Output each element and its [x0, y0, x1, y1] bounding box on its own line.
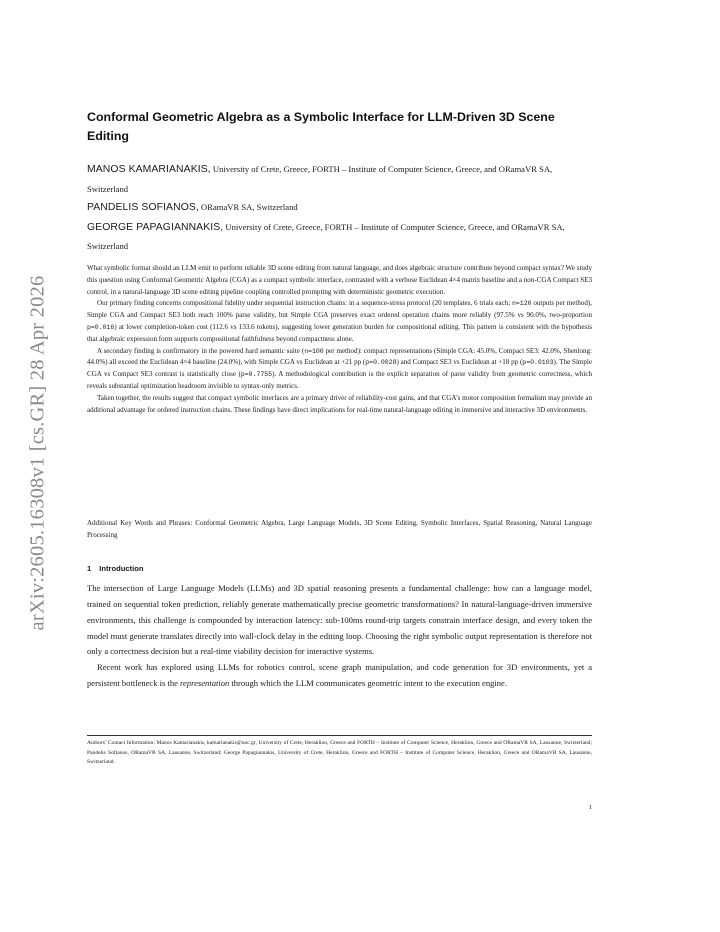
author-affiliation: University of Crete, Greece, FORTH – Institute of Computer Science, Greece, and ORamaVR SA, Switzerland: [87, 164, 553, 194]
text-run: Recent work has explored using LLMs for robotics control, scene graph manipulation, and code generation for 3D environments, yet a persistent bottleneck is the: [87, 662, 592, 689]
inline-code: p=0.016: [87, 323, 115, 331]
author-entry: [87, 218, 592, 256]
page-number: 1: [588, 804, 592, 811]
text-run: ). A methodological contribution is the explicit separation of parse validity from geometric correctness, which reveals substantial optimization headroom invisible to syntax-only metrics.: [87, 370, 592, 390]
text-run: ) at lower completion-token cost (112.6 vs 133.6 tokens), suggesting lower generation burden for compositional editing. This pattern is consistent with the hypothesis that algebraic expression form supports compositional faithfulness beyond compactness alone.: [87, 322, 592, 343]
author-entry: [87, 160, 592, 198]
inline-code: p=0.7755: [240, 371, 273, 379]
author-affiliation: ORamaVR SA, Switzerland: [198, 202, 298, 213]
paper-title: Conformal Geometric Algebra as a Symbolic Interface for LLM-Driven 3D Scene Editing: [87, 110, 555, 143]
abstract-paragraph: Taken together, the results suggest that compact symbolic interfaces are a primary driver of reliability-cost gains, and that CGA’s motor composition formalism may provide an additional advantage for ordered instruction chains. These findings have direct implications for real-time natural-language editing in immersive and interactive 3D environments.: [87, 393, 592, 414]
abstract-paragraph: What symbolic format should an LLM emit to perform reliable 3D scene editing from natural language, and does algebraic structure contribute beyond compact syntax? We study this question using Conformal Geometric Algebra (CGA) as a compact symbolic interface, contrasted with a verbose Euclidean 4×4 matrix baseline and a non-CGA Compact SE3 control, in a natural-language 3D scene editing pipeline coupling controlled prompting with deterministic geometric execution.: [87, 264, 592, 296]
author-name: MANOS KAMARIANAKIS,: [87, 164, 211, 175]
author-name: GEORGE PAPAGIANNAKIS,: [87, 221, 224, 233]
text-run: A secondary finding is confirmatory in the powered hard semantic suite (: [97, 346, 305, 355]
inline-code: n=120: [512, 300, 532, 308]
text-run: per method): compact representations (Simple CGA: 45.0%, Compact SE3: 42.0%, Shenlong: 44.0%) all exceed the Euclidean 4×4 baseline (24.0%), with Simple CGA vs Euclidean at +21 pp (: [87, 346, 592, 367]
inline-code: n=100: [304, 347, 324, 355]
inline-code: p=0.0028: [365, 359, 397, 367]
author-affiliation: University of Crete, Greece, FORTH – Institute of Computer Science, Greece, and ORamaVR SA, Switzerland: [87, 221, 565, 252]
emphasis: representation: [180, 678, 230, 689]
inline-code: p=0.0103: [522, 359, 554, 367]
section-number: 1: [87, 564, 92, 573]
abstract: [87, 263, 592, 416]
arxiv-stamp-text: arXiv:2605.16308v1 [cs.GR] 28 Apr 2026: [26, 275, 49, 631]
footnote-rule: [87, 735, 592, 736]
abstract-paragraph: [87, 298, 592, 345]
introduction-body: [87, 581, 592, 692]
abstract-paragraph: [87, 346, 592, 393]
body-paragraph: The intersection of Large Language Models (LLMs) and 3D spatial reasoning presents a fundamental challenge: how can a language model, trained on sequential token prediction, reliably generate mathematically precise geometric transformations? In natural-language-driven immersive environments, this challenge is compounded by interaction latency: sub-100ms round-trip targets constrain interface design, and every token the model must generate translates directly into wall-clock delay in the editing loop. Choosing the right symbolic output representation is therefore not only a correctness decision but a real-time viability decision for interactive systems.: [87, 583, 592, 657]
footnote: Authors’ Contact Information: Manos Kamarianakis, kamarianakis@uoc.gr, University of Crete, Heraklion, Greece and FORTH – Institute of Computer Science, Heraklion, Greece and ORamaVR SA, Lausanne, Switzerland; Pandelis Sofianos, ORamaVR SA, Lausanne, Switzerland; George Papagiannakis, University of Crete, Heraklion, Greece and FORTH – Institute of Computer Science, Heraklion, Greece and ORamaVR SA, Lausanne, Switzerland.: [87, 740, 592, 766]
text-run: outputs per method), Simple CGA and Compact SE3 both reach 100% parse validity, but Simple CGA preserves exact ordered operation chains more reliably (97.5% vs 90.0%, two-proportion: [87, 299, 593, 320]
author-entry: [87, 198, 592, 218]
text-run: Our primary finding concerns compositional fidelity under sequential instruction chains: in a sequence-stress protocol (20 templates, 6 trials each;: [97, 299, 512, 308]
text-run: ) and Compact SE3 vs Euclidean at +18 pp (: [396, 358, 523, 367]
arxiv-stamp: [18, 258, 58, 648]
section-heading: [87, 564, 144, 573]
text-run: through which the LLM communicates geometric intent to the execution engine.: [229, 678, 507, 689]
section-title: Introduction: [99, 564, 144, 573]
body-paragraph: [87, 660, 592, 692]
author-list: [87, 160, 592, 256]
text-run: ). The Simple CGA vs Compact SE3 contrast is statistically close (: [87, 358, 593, 379]
keywords: Additional Key Words and Phrases: Conformal Geometric Algebra, Large Language Models, 3D Scene Editing, Symbolic Interfaces, Spatial Reasoning, Natural Language Processing: [87, 519, 592, 539]
author-name: PANDELIS SOFIANOS,: [87, 202, 199, 214]
